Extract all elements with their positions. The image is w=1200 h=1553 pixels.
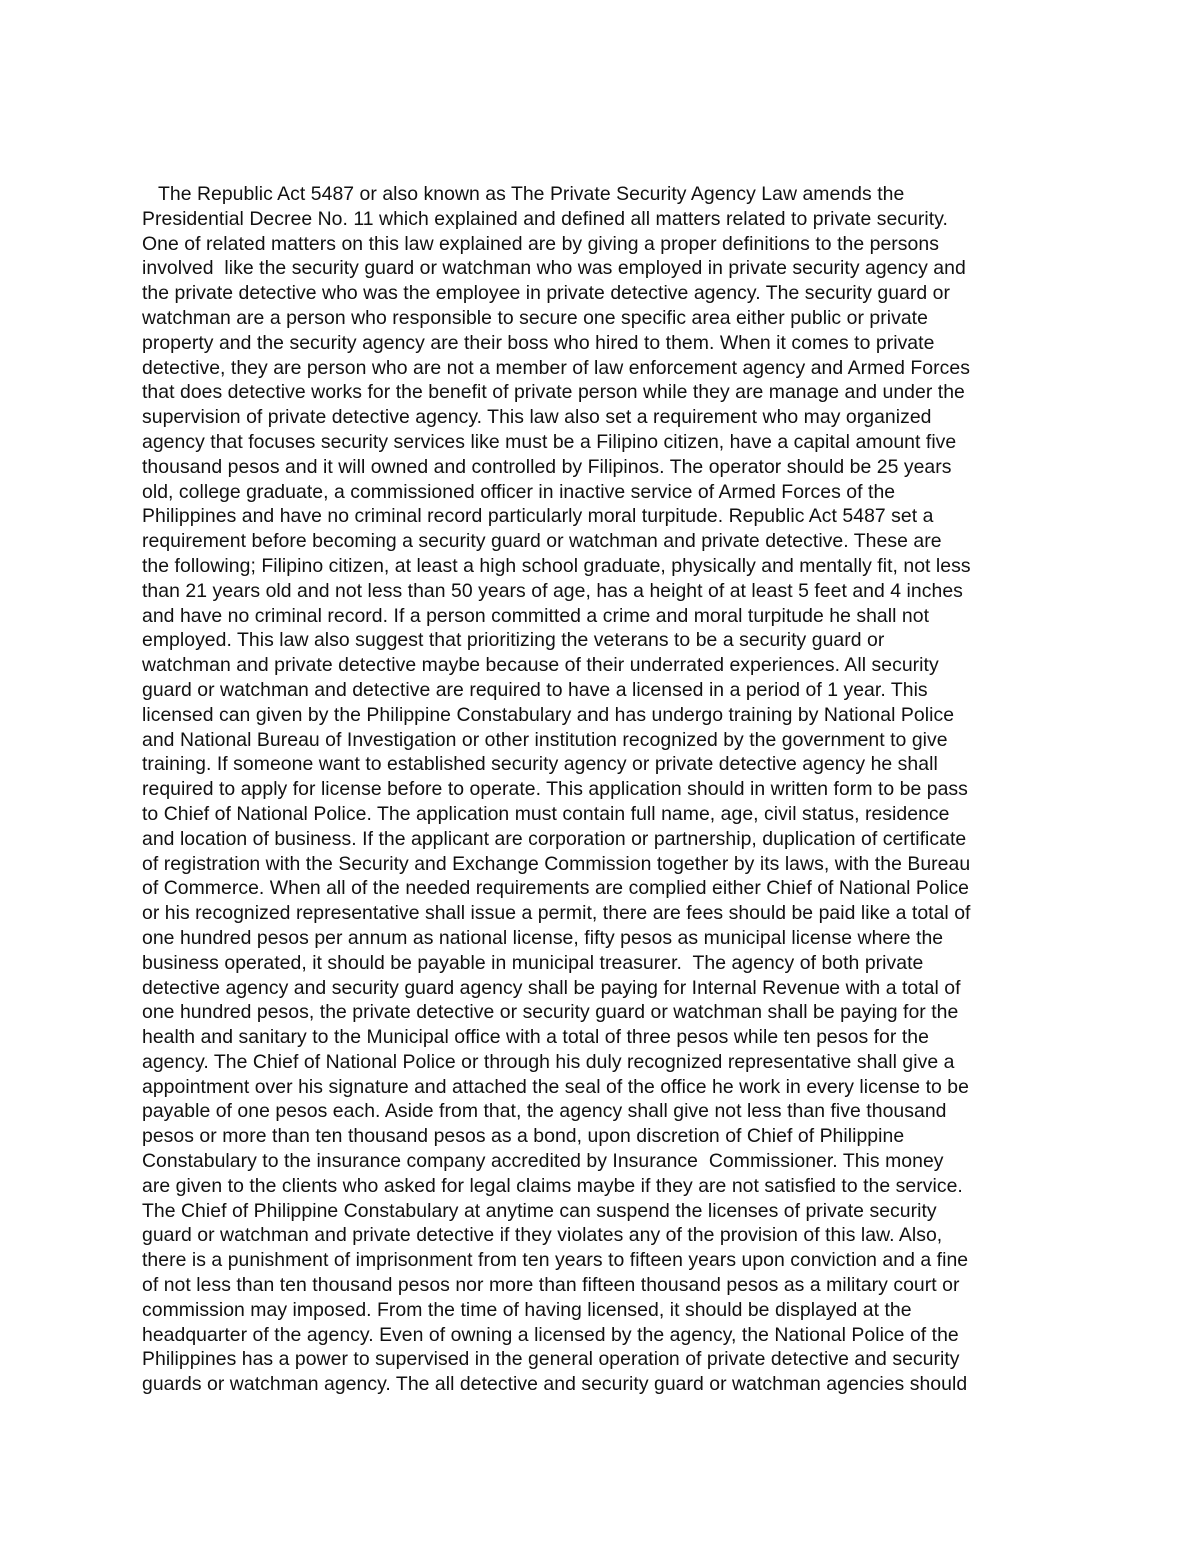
text-line: health and sanitary to the Municipal office with a total of three pesos while ten pesos for the [142, 1026, 929, 1049]
text-line: involved like the security guard or watchman who was employed in private security agency and [142, 257, 966, 280]
text-line: and have no criminal record. If a person committed a crime and moral turpitude he shall not [142, 604, 930, 627]
text-line: watchman are a person who responsible to secure one specific area either public or private [142, 306, 928, 329]
text-line: commission may imposed. From the time of having licensed, it should be displayed at the [142, 1298, 912, 1321]
text-line: of registration with the Security and Exchange Commission together by its laws, with the Bureau [142, 852, 971, 875]
text-line: the private detective who was the employee in private detective agency. The security guard or [142, 282, 951, 305]
text-line: old, college graduate, a commissioned officer in inactive service of Armed Forces of the [142, 480, 896, 503]
text-line: watchman and private detective maybe because of their underrated experiences. All security [142, 654, 939, 677]
text-line: agency. The Chief of National Police or through his duly recognized representative shall give a [142, 1050, 955, 1073]
text-line: of not less than ten thousand pesos nor more than fifteen thousand pesos as a military court or [142, 1274, 960, 1297]
body-paragraph [142, 182, 1062, 1397]
text-line: or his recognized representative shall issue a permit, there are fees should be paid like a total of [142, 902, 971, 925]
text-line: to Chief of National Police. The application must contain full name, age, civil status, residence [142, 802, 950, 825]
text-line: The Republic Act 5487 or also known as The Private Security Agency Law amends the [142, 183, 905, 205]
text-line: The Chief of Philippine Constabulary at anytime can suspend the licenses of private security [142, 1199, 937, 1222]
text-line: property and the security agency are their boss who hired to them. When it comes to private [142, 331, 935, 354]
text-line: detective agency and security guard agency shall be paying for Internal Revenue with a total of [142, 976, 961, 999]
text-line: and location of business. If the applicant are corporation or partnership, duplication of certificate [142, 827, 967, 850]
text-line: requirement before becoming a security guard or watchman and private detective. These are [142, 530, 942, 553]
text-line: guard or watchman and detective are required to have a licensed in a period of 1 year. This [142, 678, 928, 701]
text-line: One of related matters on this law explained are by giving a proper definitions to the persons [142, 232, 939, 255]
text-line: business operated, it should be payable in municipal treasurer. The agency of both private [142, 951, 924, 974]
text-line: supervision of private detective agency. This law also set a requirement who may organized [142, 406, 932, 429]
text-line: one hundred pesos, the private detective or security guard or watchman shall be paying for the [142, 1001, 959, 1024]
text-line: there is a punishment of imprisonment from ten years to fifteen years upon conviction and a fine [142, 1249, 969, 1272]
text-line: guards or watchman agency. The all detective and security guard or watchman agencies should [142, 1373, 968, 1396]
text-line: Constabulary to the insurance company accredited by Insurance Commissioner. This money [142, 1150, 944, 1173]
text-line: Philippines and have no criminal record particularly moral turpitude. Republic Act 5487 set a [142, 505, 934, 528]
text-line: and National Bureau of Investigation or other institution recognized by the government to give [142, 728, 948, 751]
text-line: Philippines has a power to supervised in the general operation of private detective and security [142, 1348, 960, 1371]
text-line: one hundred pesos per annum as national license, fifty pesos as municipal license where the [142, 926, 944, 949]
text-line: than 21 years old and not less than 50 years of age, has a height of at least 5 feet and 4 inches [142, 579, 963, 602]
text-line: agency that focuses security services like must be a Filipino citizen, have a capital amount five [142, 430, 957, 453]
text-line: licensed can given by the Philippine Constabulary and has undergo training by National Police [142, 703, 955, 726]
text-line: that does detective works for the benefit of private person while they are manage and under the [142, 381, 965, 404]
text-line: of Commerce. When all of the needed requirements are complied either Chief of National Police [142, 877, 970, 900]
text-line: required to apply for license before to operate. This application should in written form to be pass [142, 778, 968, 801]
text-line: the following; Filipino citizen, at least a high school graduate, physically and mentally fit, not less [142, 554, 971, 577]
text-line: Presidential Decree No. 11 which explained and defined all matters related to private security. [142, 207, 948, 230]
text-line: training. If someone want to established security agency or private detective agency he shall [142, 753, 938, 776]
text-line: guard or watchman and private detective if they violates any of the provision of this law. Also, [142, 1224, 943, 1247]
text-line: appointment over his signature and attached the seal of the office he work in every license to be [142, 1075, 969, 1098]
text-line: detective, they are person who are not a member of law enforcement agency and Armed Forces [142, 356, 970, 379]
text-line: are given to the clients who asked for legal claims maybe if they are not satisfied to the service. [142, 1174, 963, 1197]
text-line: pesos or more than ten thousand pesos as a bond, upon discretion of Chief of Philippine [142, 1125, 905, 1148]
text-line: employed. This law also suggest that prioritizing the veterans to be a security guard or [142, 629, 885, 652]
text-line: headquarter of the agency. Even of owning a licensed by the agency, the National Police of the [142, 1323, 959, 1346]
text-line: payable of one pesos each. Aside from that, the agency shall give not less than five thousand [142, 1100, 947, 1123]
text-line: thousand pesos and it will owned and controlled by Filipinos. The operator should be 25 years [142, 455, 952, 478]
